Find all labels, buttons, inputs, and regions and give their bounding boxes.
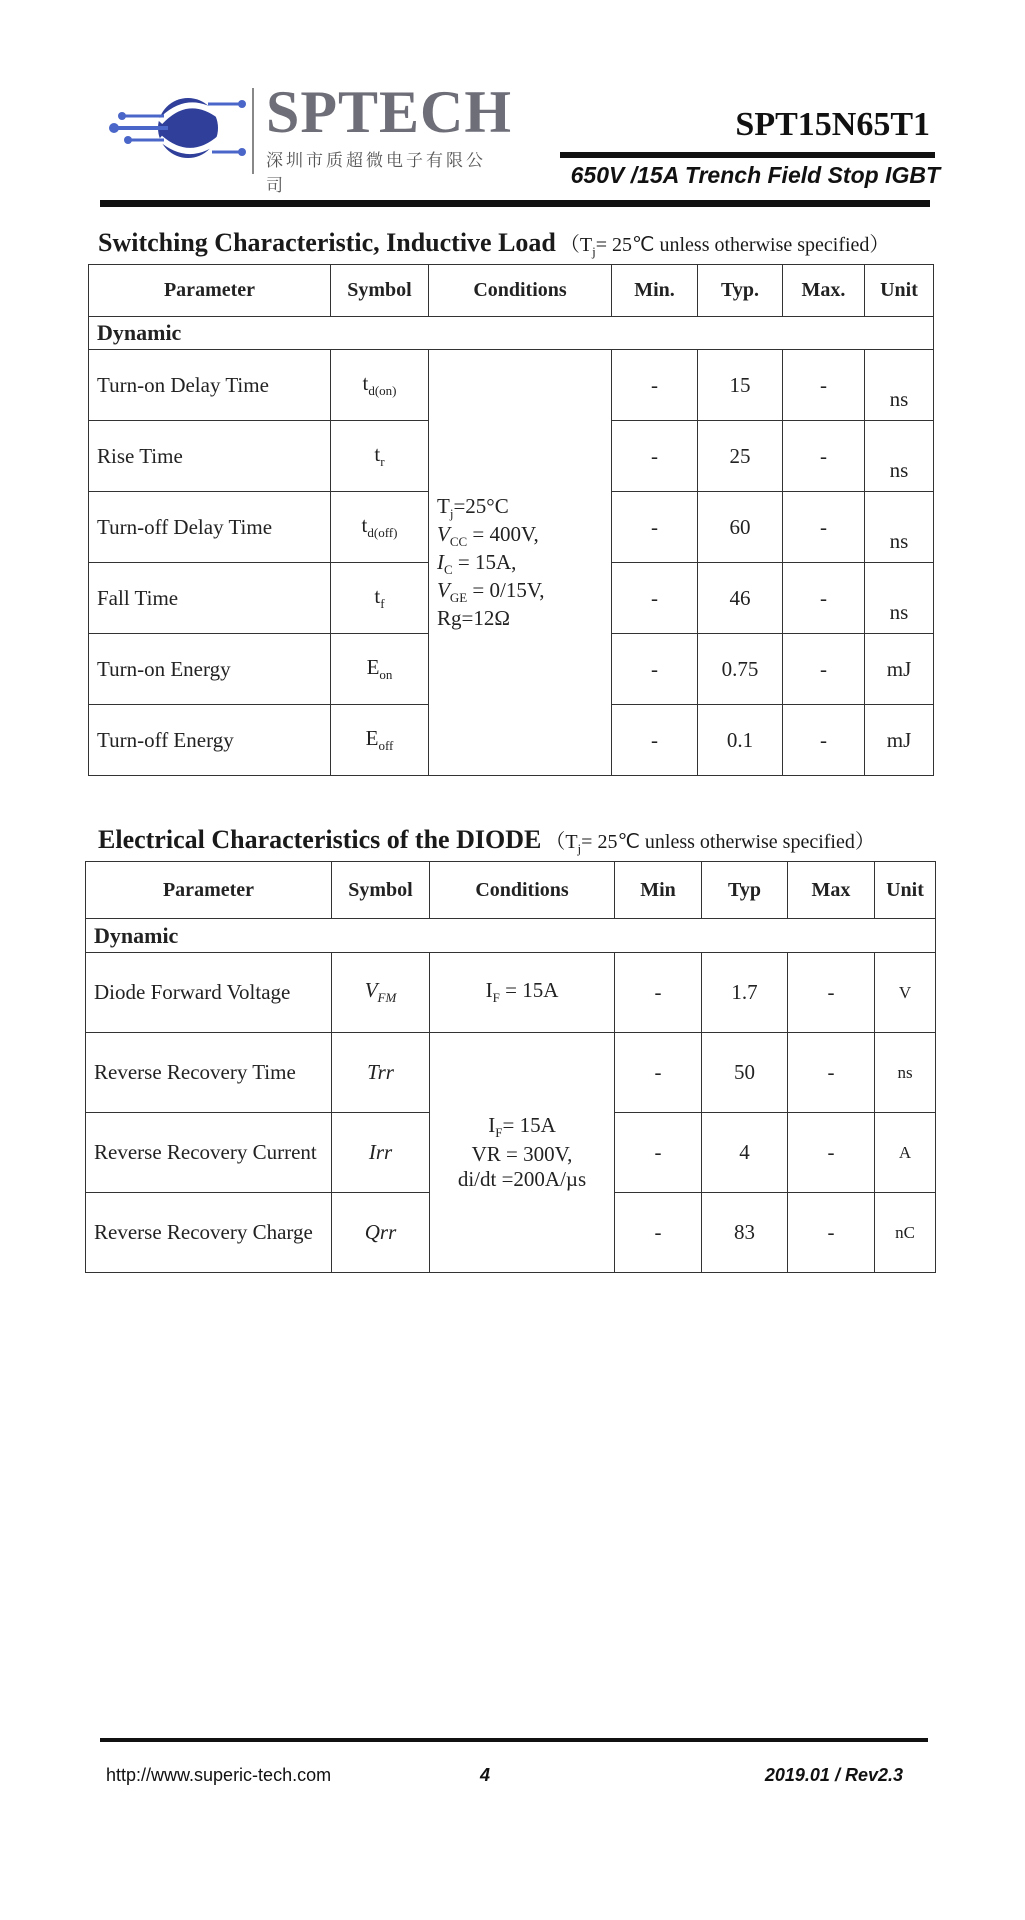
unit-cell: A	[875, 1113, 936, 1193]
table-header-row	[89, 265, 934, 317]
max-cell: -	[783, 563, 865, 634]
col-header: Max.	[783, 265, 865, 317]
symbol-cell: Trr	[332, 1033, 430, 1113]
col-header: Typ.	[698, 265, 783, 317]
symbol-cell: $t_f$	[331, 563, 429, 634]
unit-cell: ns	[865, 421, 934, 492]
unit-cell: ns	[875, 1033, 936, 1113]
company-logo	[108, 79, 513, 196]
param-cell: Rise Time	[89, 421, 331, 492]
param-cell: Reverse Recovery Charge	[86, 1193, 332, 1273]
logo-divider	[252, 88, 254, 174]
group-label: Dynamic	[89, 317, 934, 350]
max-cell: -	[788, 1033, 875, 1113]
group-row	[89, 317, 934, 350]
diode-title-note: （$T_j=$ 25℃ unless otherwise specified）	[545, 831, 875, 856]
min-cell: -	[612, 350, 698, 421]
group-label: Dynamic	[86, 919, 936, 953]
symbol-cell: $t_r$	[331, 421, 429, 492]
part-number: SPT15N65T1	[735, 106, 930, 143]
header-rule	[560, 152, 935, 158]
col-header: Min.	[612, 265, 698, 317]
symbol-cell: Qrr	[332, 1193, 430, 1273]
unit-cell: mJ	[865, 634, 934, 705]
switching-title-note: （$T_j=$ 25℃ unless otherwise specified）	[559, 234, 890, 259]
param-cell: Reverse Recovery Time	[86, 1033, 332, 1113]
col-header: Parameter	[89, 265, 331, 317]
max-cell: -	[783, 492, 865, 563]
switching-table	[88, 264, 934, 776]
typ-cell: 60	[698, 492, 783, 563]
col-header: Symbol	[331, 265, 429, 317]
switching-section-title	[98, 228, 889, 260]
param-cell: Turn-on Delay Time	[89, 350, 331, 421]
header-divider	[100, 200, 930, 207]
switching-title-text: Switching Characteristic, Inductive Load	[98, 228, 556, 257]
max-cell: -	[788, 953, 875, 1033]
col-header: Conditions	[430, 862, 615, 919]
col-header: Parameter	[86, 862, 332, 919]
unit-cell: nC	[875, 1193, 936, 1273]
typ-cell: 25	[698, 421, 783, 492]
logo-circuit-icon	[108, 82, 248, 182]
footer-url[interactable]: http://www.superic-tech.com	[106, 1765, 332, 1785]
group-row	[86, 919, 936, 953]
max-cell: -	[788, 1193, 875, 1273]
param-cell: Turn-off Delay Time	[89, 492, 331, 563]
diode-section-title	[98, 825, 875, 857]
max-cell: -	[783, 350, 865, 421]
symbol-cell: $E_{off}$	[331, 705, 429, 776]
symbol-cell: $V_{FM}$	[332, 953, 430, 1033]
table-header-row	[86, 862, 936, 919]
part-subtitle: 650V /15A Trench Field Stop IGBT	[570, 162, 940, 188]
typ-cell: 1.7	[702, 953, 788, 1033]
typ-cell: 50	[702, 1033, 788, 1113]
conditions-cell: $T_j=25^\circ C$ $V_{CC} = 400V$, $I_C = 15A$, $V_{GE} = 0/15V$, Rg=12Ω	[429, 350, 612, 776]
col-header: Unit	[865, 265, 934, 317]
table-row	[86, 953, 936, 1033]
typ-cell: 46	[698, 563, 783, 634]
table-row	[86, 1033, 936, 1113]
typ-cell: 15	[698, 350, 783, 421]
max-cell: -	[783, 705, 865, 776]
conditions-cell: $I_F = 15A$	[430, 953, 615, 1033]
diode-table	[85, 861, 936, 1273]
min-cell: -	[615, 1033, 702, 1113]
diode-title-text: Electrical Characteristics of the DIODE	[98, 825, 542, 854]
unit-cell: ns	[865, 563, 934, 634]
min-cell: -	[612, 705, 698, 776]
symbol-cell: Irr	[332, 1113, 430, 1193]
col-header: Min	[615, 862, 702, 919]
unit-cell: V	[875, 953, 936, 1033]
unit-cell: mJ	[865, 705, 934, 776]
col-header: Unit	[875, 862, 936, 919]
footer-divider	[100, 1738, 928, 1742]
symbol-cell: $E_{on}$	[331, 634, 429, 705]
revision-label: 2019.01 / Rev2.3	[764, 1765, 903, 1785]
col-header: Conditions	[429, 265, 612, 317]
col-header: Max	[788, 862, 875, 919]
param-cell: Fall Time	[89, 563, 331, 634]
min-cell: -	[612, 492, 698, 563]
max-cell: -	[783, 634, 865, 705]
min-cell: -	[612, 421, 698, 492]
unit-cell: ns	[865, 492, 934, 563]
unit-cell: ns	[865, 350, 934, 421]
max-cell: -	[788, 1113, 875, 1193]
min-cell: -	[615, 1113, 702, 1193]
min-cell: -	[615, 953, 702, 1033]
param-cell: Turn-off Energy	[89, 705, 331, 776]
typ-cell: 83	[702, 1193, 788, 1273]
page-number: 4	[480, 1765, 491, 1785]
symbol-cell: $t_{d(off)}$	[331, 492, 429, 563]
symbol-cell: $t_{d(on)}$	[331, 350, 429, 421]
typ-cell: 0.75	[698, 634, 783, 705]
table-row	[89, 350, 934, 421]
min-cell: -	[615, 1193, 702, 1273]
max-cell: -	[783, 421, 865, 492]
param-cell: Reverse Recovery Current	[86, 1113, 332, 1193]
min-cell: -	[612, 634, 698, 705]
logo-company-name: 深圳市质超微电子有限公司	[266, 151, 486, 196]
param-cell: Diode Forward Voltage	[86, 953, 332, 1033]
min-cell: -	[612, 563, 698, 634]
conditions-cell: $I_F= 15A$ VR = 300V, di/dt =200A/µs	[430, 1033, 615, 1273]
col-header: Symbol	[332, 862, 430, 919]
logo-wordmark: SPTECH	[266, 79, 513, 145]
typ-cell: 0.1	[698, 705, 783, 776]
param-cell: Turn-on Energy	[89, 634, 331, 705]
typ-cell: 4	[702, 1113, 788, 1193]
col-header: Typ	[702, 862, 788, 919]
